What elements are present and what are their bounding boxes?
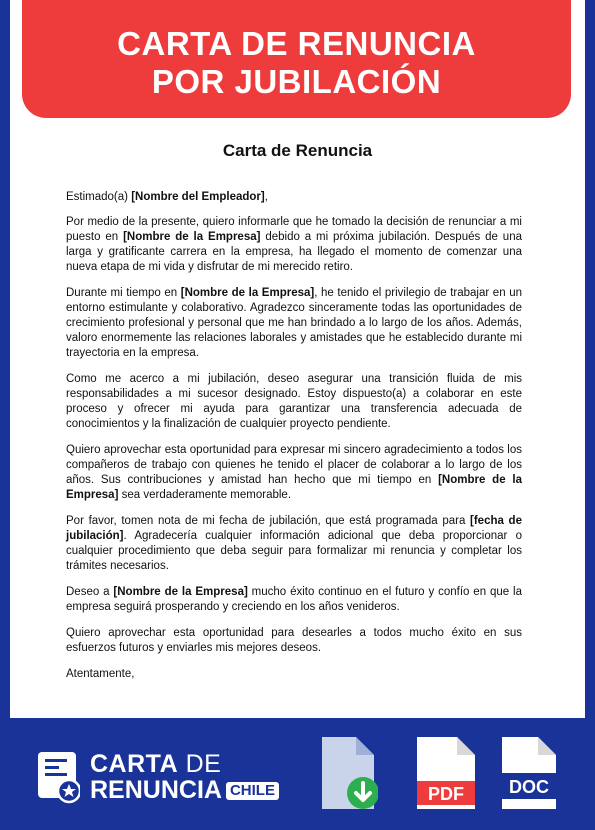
banner-title-line1: CARTA DE RENUNCIA (117, 25, 476, 62)
document-title: Carta de Renuncia (222, 141, 373, 160)
placeholder-date: [fecha de jubilación] (66, 515, 522, 542)
placeholder-company: [Nombre de la Empresa] (113, 586, 248, 598)
placeholder-company: [Nombre de la Empresa] (66, 474, 522, 501)
logo-word-de: DE (178, 750, 222, 778)
logo-badge-chile: CHILE (226, 782, 279, 800)
logo-word-renuncia: RENUNCIA (90, 776, 222, 804)
doc-label: DOC (509, 777, 549, 797)
paragraph-7: Quiero aprovechar esta oportunidad para desearles a todos mucho éxito en sus esfuerzos futuros y enviarles mis mejores deseos. (66, 627, 522, 654)
paragraph-5: Por favor, tomen nota de mi fecha de jubilación, que está programada para [fecha de jubilación]. Agradecería cualquier información adicional que deba proporcionar o cualquier procedimiento que deba seguir para formalizar mi renuncia y completar los trámites necesarios. (66, 515, 522, 572)
banner-title-line2: POR JUBILACIÓN (151, 63, 442, 100)
document-logo-icon (38, 752, 80, 804)
doc-file-icon[interactable] (498, 733, 560, 813)
placeholder-employer: [Nombre del Empleador] (131, 191, 265, 203)
placeholder-company: [Nombre de la Empresa] (180, 287, 315, 299)
pdf-file-icon[interactable] (413, 733, 479, 813)
paragraph-3: Como me acerco a mi jubilación, deseo asegurar una transición fluida de mis responsabilidades a mi sucesor designado. Estoy dispuesto(a) a colaborar en este proceso y ofrecer mi ayuda para garantizar una transferencia adecuada de conocimientos y la finalización de cualquier proyecto pendiente. (66, 373, 522, 430)
closing: Atentamente, (66, 668, 135, 680)
paragraph-6: Deseo a [Nombre de la Empresa] mucho éxito continuo en el futuro y confío en que la empresa seguirá prosperando y creciendo en los años venideros. (66, 586, 523, 613)
download-file-icon[interactable] (318, 733, 378, 813)
pdf-label: PDF (428, 784, 464, 804)
placeholder-company: [Nombre de la Empresa] (123, 231, 261, 243)
paragraph-4: Quiero aprovechar esta oportunidad para expresar mi sincero agradecimiento a todos los compañeros de trabajo con quienes he tenido el placer de colaborar a lo largo de los años. Sus contribuciones y amistad han hecho que mi tiempo en [Nombre de la Empresa] sea verdaderamente memorable. (66, 444, 522, 501)
letter-body (66, 190, 522, 693)
brand-logo-text[interactable] (90, 752, 279, 804)
logo-word-carta: CARTA (90, 750, 179, 778)
paragraph-1: Por medio de la presente, quiero informarle que he tomado la decisión de renunciar a mi puesto en [Nombre de la Empresa] debido a mi próxima jubilación. Después de una larga y gratificante carrera en la empresa, ha llegado el momento de comenzar una nueva etapa de mi vida y disfrutar de mi merecido retiro. (66, 216, 522, 273)
paragraph-2: Durante mi tiempo en [Nombre de la Empresa], he tenido el privilegio de trabajar en un entorno estimulante y colaborativo. Agradezco sinceramente todas las oportunidades de crecimiento profesional y personal que me han brindado a lo largo de los años. Además, valoro enormemente las relaciones laborales y amistades que he establecido durante mi trayectoria en la empresa. (66, 287, 522, 359)
header-banner (22, 0, 571, 118)
greeting: Estimado(a) [Nombre del Empleador], (66, 191, 268, 203)
